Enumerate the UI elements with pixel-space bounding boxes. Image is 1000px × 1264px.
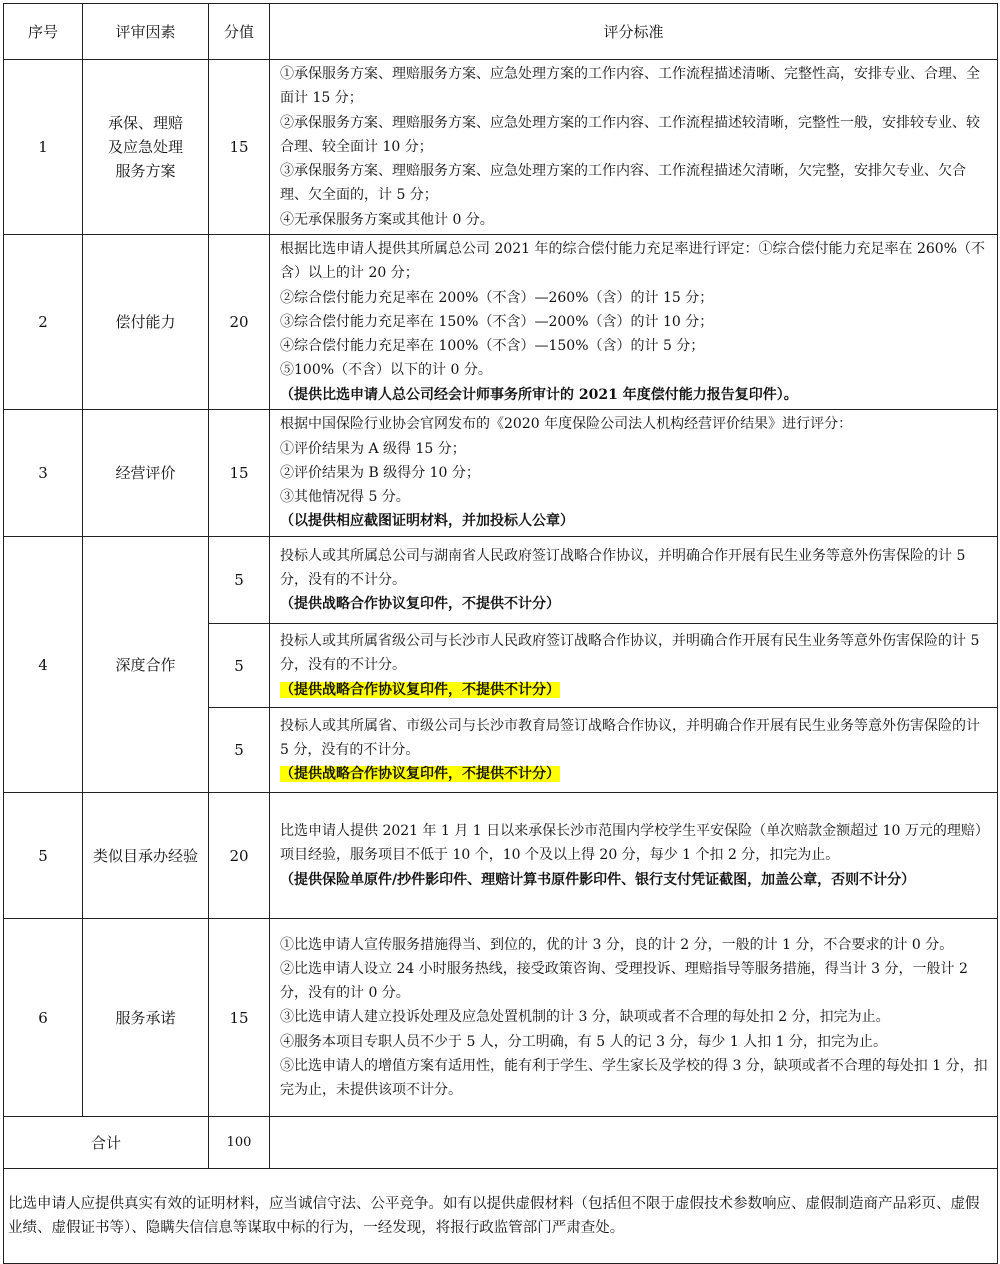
criteria-line: 根据中国保险行业协会官网发布的《2020 年度保险公司法人机构经营评价结果》进行评分： [280, 416, 853, 433]
row-score: 20 [209, 793, 270, 919]
row-criteria [270, 410, 998, 537]
criteria-note: （提供保险单原件/抄件影印件、理赔计算书原件影印件、银行支付凭证截图，加盖公章，否则不计分） [280, 871, 916, 888]
table-row [4, 537, 998, 624]
row-factor: 经营评价 [83, 410, 209, 537]
row-factor: 类似目承办经验 [83, 793, 209, 919]
row-factor: 承保、理赔及应急处理服务方案 [83, 60, 209, 235]
criteria-line: ③比选申请人建立投诉处理及应急处置机制的计 3 分，缺项或者不合理的每处扣 2 分，扣完为止。 [280, 1009, 890, 1026]
row-score: 15 [209, 410, 270, 537]
criteria-line: ④服务本项目专职人员不少于 5 人，分工明确，有 5 人的记 3 分，每少 1 人扣 1 分，扣完为止。 [280, 1033, 888, 1050]
header-no: 序号 [4, 4, 83, 60]
row-criteria [270, 537, 998, 624]
row-score: 5 [209, 537, 270, 624]
criteria-line: 比选申请人提供 2021 年 1 月 1 日以来承保长沙市范围内学校学生平安保险（单次赔款金额超过 10 万元的理赔）项目经验，服务项目不低于 10 个，10 个及以上得 20 分，每少 1 个扣 2 分，扣完为止。 [280, 823, 989, 864]
total-label: 合计 [4, 1117, 209, 1169]
criteria-line: 根据比选申请人提供其所属总公司 2021 年的综合偿付能力充足率进行评定：①综合偿付能力充足率在 260%（不含）以上的计 20 分； [280, 241, 986, 282]
row-no: 5 [4, 793, 83, 919]
row-score: 5 [209, 624, 270, 708]
row-no: 4 [4, 537, 83, 793]
row-criteria [270, 235, 998, 410]
row-criteria [270, 624, 998, 708]
table-row [4, 793, 998, 919]
row-criteria [270, 793, 998, 919]
criteria-line: 投标人或其所属省级公司与长沙市人民政府签订战略合作协议，并明确合作开展有民生业务等意外伤害保险的计 5 分，没有的不计分。 [280, 633, 980, 674]
header-score: 分值 [209, 4, 270, 60]
row-score: 5 [209, 708, 270, 793]
criteria-line: ③综合偿付能力充足率在 150%（不含）—200%（含）的计 10 分； [280, 313, 714, 330]
criteria-line: ①评价结果为 A 级得 15 分； [280, 440, 466, 457]
row-criteria [270, 708, 998, 793]
criteria-note: （提供比选申请人总公司经会计师事务所审计的 2021 年度偿付能力报告复印件）。 [280, 386, 798, 403]
criteria-line: ①承保服务方案、理赔服务方案、应急处理方案的工作内容、工作流程描述清晰、完整性高，安排专业、合理、全面计 15 分； [280, 66, 980, 107]
total-row [4, 1117, 998, 1169]
row-score: 20 [209, 235, 270, 410]
criteria-line: ②承保服务方案、理赔服务方案、应急处理方案的工作内容、工作流程描述较清晰，完整性一般，安排较专业、较合理、较全面计 10 分； [280, 114, 980, 155]
scoring-table [3, 3, 998, 1264]
table-row [4, 919, 998, 1117]
criteria-line: ②综合偿付能力充足率在 200%（不含）—260%（含）的计 15 分； [280, 289, 714, 306]
highlighted-note: （提供战略合作协议复印件，不提供不计分） [280, 681, 560, 698]
row-score: 15 [209, 919, 270, 1117]
row-no: 1 [4, 60, 83, 235]
criteria-line: ①比选申请人宣传服务措施得当、到位的，优的计 3 分，良的计 2 分，一般的计 1 分，不合要求的计 0 分。 [280, 936, 954, 953]
criteria-note: （提供战略合作协议复印件，不提供不计分） [280, 596, 560, 613]
criteria-line: ③其他情况得 5 分。 [280, 489, 410, 506]
footer-note: 比选申请人应提供真实有效的证明材料，应当诚信守法、公平竞争。如有以提供虚假材料（包括但不限于虚假技术参数响应、虚假制造商产品彩页、虚假业绩、虚假证书等）、隐瞒失信信息等谋取中标的行为，一经发现，将报行政监管部门严肃查处。 [4, 1169, 998, 1264]
criteria-line: ③承保服务方案、理赔服务方案、应急处理方案的工作内容、工作流程描述欠清晰，欠完整，安排欠专业、欠合理、欠全面的，计 5 分； [280, 163, 966, 204]
row-factor: 偿付能力 [83, 235, 209, 410]
row-criteria [270, 60, 998, 235]
row-criteria [270, 919, 998, 1117]
total-score: 100 [209, 1117, 270, 1169]
table-row [4, 235, 998, 410]
criteria-line: ②评价结果为 B 级得分 10 分； [280, 464, 480, 481]
criteria-line: ④无承保服务方案或其他计 0 分。 [280, 211, 494, 228]
header-criteria: 评分标准 [270, 4, 998, 60]
criteria-line: ⑤比选申请人的增值方案有适用性，能有利于学生、学生家长及学校的得 3 分，缺项或者不合理的每处扣 1 分，扣完为止，未提供该项不计分。 [280, 1057, 988, 1098]
header-row [4, 4, 998, 60]
table-row [4, 410, 998, 537]
row-no: 6 [4, 919, 83, 1117]
highlighted-note: （提供战略合作协议复印件，不提供不计分） [280, 766, 560, 783]
criteria-note: （以提供相应截图证明材料，并加投标人公章） [280, 513, 574, 530]
table-row [4, 60, 998, 235]
criteria-line: ⑤100%（不含）以下的计 0 分。 [280, 362, 492, 379]
row-score: 15 [209, 60, 270, 235]
row-no: 3 [4, 410, 83, 537]
criteria-line: ②比选申请人设立 24 小时服务热线，接受政策咨询、受理投诉、理赔指导等服务措施，得当计 3 分，一般计 2 分，没有的计 0 分。 [280, 960, 968, 1002]
row-factor: 服务承诺 [83, 919, 209, 1117]
header-factor: 评审因素 [83, 4, 209, 60]
row-no: 2 [4, 235, 83, 410]
row-factor: 深度合作 [83, 537, 209, 793]
footer-note-row [4, 1169, 998, 1264]
total-empty-cell [270, 1117, 998, 1169]
criteria-line: 投标人或其所属总公司与湖南省人民政府签订战略合作协议，并明确合作开展有民生业务等意外伤害保险的计 5 分，没有的不计分。 [280, 547, 966, 588]
criteria-line: 投标人或其所属省、市级公司与长沙市教育局签订战略合作协议，并明确合作开展有民生业务等意外伤害保险的计 5 分，没有的不计分。 [280, 717, 980, 758]
criteria-line: ④综合偿付能力充足率在 100%（不含）—150%（含）的计 5 分； [280, 338, 705, 355]
